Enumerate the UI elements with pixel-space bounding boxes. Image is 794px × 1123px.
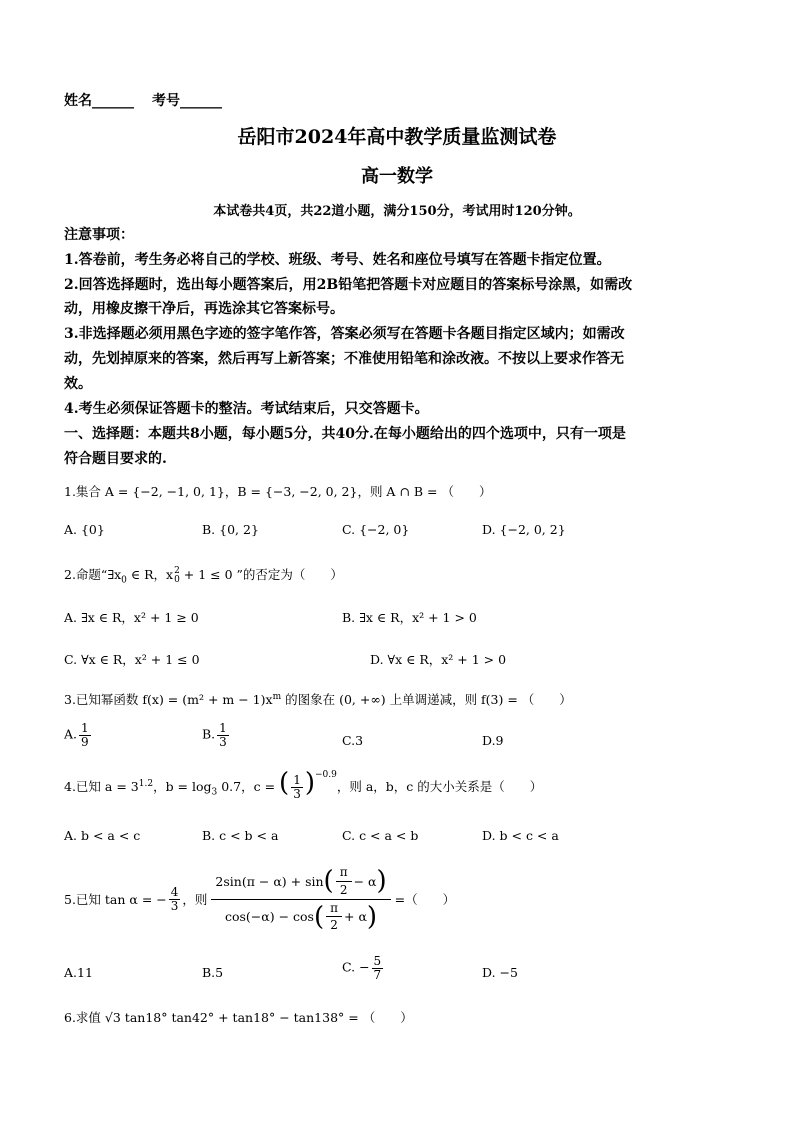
question-4-option-a: A. b < a < c	[64, 828, 141, 843]
question-1-option-a: A. {0}	[64, 522, 105, 537]
note-4: 4.考生必须保证答题卡的整洁。考试结束后，只交答题卡。	[64, 401, 429, 417]
question-2-option-b: B. ∃x ∈ R，x² + 1 > 0	[342, 610, 477, 625]
note-2-line-2: 动，用橡皮擦干净后，再选涂其它答案标号。	[64, 301, 344, 317]
question-5-option-c: C. − $\frac{5}{7}$	[342, 954, 382, 982]
question-4-option-d: D. b < c < a	[482, 828, 559, 843]
exam-intro: 本试卷共4页，共22道小题，满分150分，考试用时120分钟。	[213, 204, 581, 219]
question-4-stem: 4.已知 $a = 3^{1.2}$，$b = \log_3 0.7$，c = ( $\frac{1}{3}$ )$^{-0.9}$，则 a，b，c 的大小关系是（ ）	[64, 768, 543, 801]
note-3-line-3: 效。	[64, 376, 92, 392]
question-3-stem: 3.已知幂函数 $f(x) = (m^2 + m - 1)x^m$ 的图象在 (0, +∞) 上单调递减，则 f(3) = （ ）	[64, 691, 572, 707]
question-2-stem: 2.命题“$\exists x_0$ ∈ R，x 2 0 + 1 ≤ 0 ”的否定为（ ）	[64, 565, 343, 586]
question-4-option-c: C. c < a < b	[342, 828, 419, 843]
question-2-option-d: D. ∀x ∈ R，x² + 1 > 0	[370, 652, 507, 667]
question-1-stem: 1.集合 A = {−2, −1, 0, 1}，B = {−3, −2, 0, 2}，则 A ∩ B = （ ）	[64, 484, 492, 499]
section-1-heading-line-1: 一、选择题：本题共8小题，每小题5分，共40分.在每小题给出的四个选项中，只有一项是	[64, 426, 626, 442]
section-1-heading-line-2: 符合题目要求的.	[64, 451, 167, 467]
question-2-option-a: A. ∃x ∈ R，x² + 1 ≥ 0	[64, 610, 199, 625]
question-3-option-a: A. $\frac{1}{9}$	[64, 721, 89, 749]
question-1-option-b: B. {0, 2}	[202, 522, 259, 537]
question-1-option-d: D. {−2, 0, 2}	[482, 522, 566, 537]
question-3-option-d: D.9	[482, 733, 504, 748]
question-3-option-c: C.3	[342, 733, 364, 748]
question-5-option-a: A.11	[64, 965, 93, 980]
question-5-stem: 5.已知 tan α = − $\frac{4}{3}$ ，则 2sin(π − α) + sin ( $\frac{\pi}{2}$ − α ) cos(−α) − cos ( $\frac{\pi}{2}$ + α ) =（ ）	[64, 865, 456, 933]
note-3-line-1: 3.非选择题必须用黑色字迹的签字笔作答，答案必须写在答题卡各题目指定区域内；如需改	[64, 326, 625, 342]
note-3-line-2: 动，先划掉原来的答案，然后再写上新答案；不准使用铅笔和涂改液。不按以上要求作答无	[64, 351, 624, 367]
question-6-stem: 6.求值 √3 tan18° tan42° + tan18° − tan138° = （ ）	[64, 1010, 413, 1025]
question-1-option-c: C. {−2, 0}	[342, 522, 410, 537]
question-3-option-b: B. $\frac{1}{3}$	[202, 721, 227, 749]
exam-number-field-label: 考号______	[152, 93, 222, 109]
question-5-option-d: D. −5	[482, 965, 518, 980]
exam-subtitle: 高一数学	[361, 166, 433, 187]
exam-title: 岳阳市2024年高中教学质量监测试卷	[237, 126, 557, 148]
question-5-option-b: B.5	[202, 965, 224, 980]
note-2-line-1: 2.回答选择题时，选出每小题答案后，用2B铅笔把答题卡对应题目的答案标号涂黑，如需改	[64, 277, 633, 293]
name-field-label: 姓名______	[64, 93, 134, 109]
question-4-option-b: B. c < b < a	[202, 828, 279, 843]
question-2-option-c: C. ∀x ∈ R，x² + 1 ≤ 0	[64, 652, 200, 667]
note-1: 1.答卷前，考生务必将自己的学校、班级、考号、姓名和座位号填写在答题卡指定位置。	[64, 252, 611, 268]
question-5-expression: 2sin(π − α) + sin ( $\frac{\pi}{2}$ − α ) cos(−α) − cos ( $\frac{\pi}{2}$ + α )	[211, 866, 390, 931]
notes-heading: 注意事项：	[64, 227, 134, 243]
